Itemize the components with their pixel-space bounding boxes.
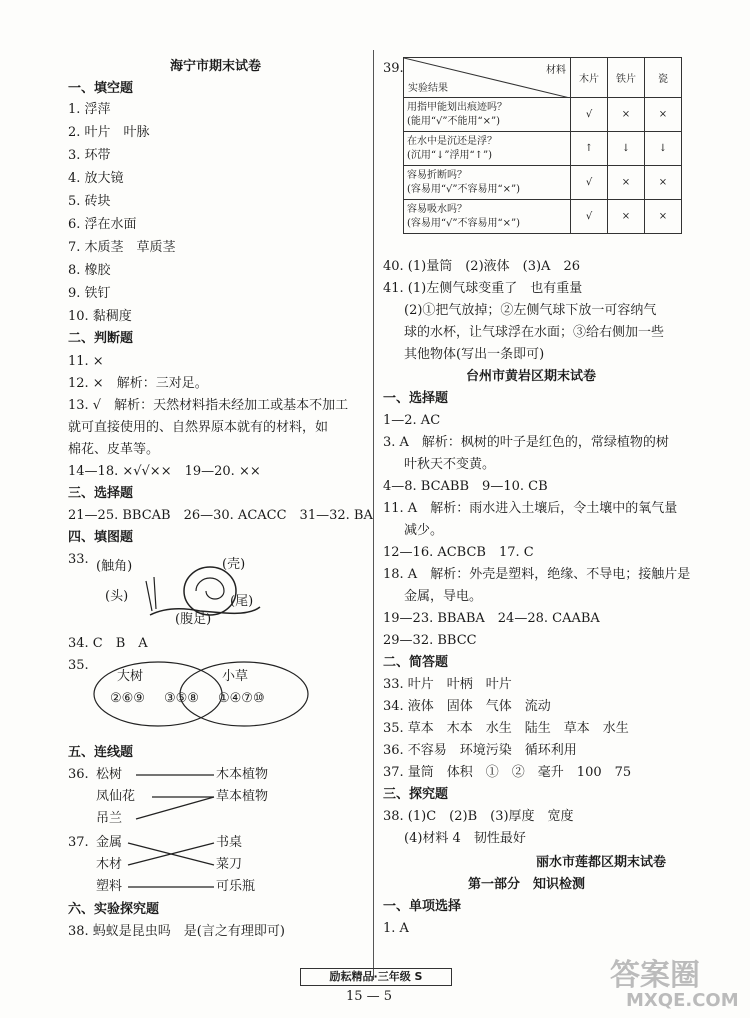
m37-right-1: 书桌 [216, 835, 243, 850]
answer-14-20: 14—18. ×√√×× 19—20. ×× [68, 464, 261, 479]
row-hint: (容易用“√”不容易用“×”) [407, 183, 521, 195]
venn-right-label: 小草 [222, 669, 249, 684]
table-cell: √ [571, 98, 608, 132]
column-divider [373, 50, 374, 980]
b-answer-35: 35. 草本 木本 水生 陆生 草本 水生 [383, 721, 629, 736]
answer-33-label: 33. [68, 552, 89, 567]
snail-label-head: (头) [105, 589, 129, 604]
b-answer-11-line1: 11. A 解析：雨水进入土壤后，令土壤中的氧气量 [383, 501, 678, 516]
watermark-logo: 答案圈 [610, 958, 700, 993]
part-title-knowledge: 第一部分 知识检测 [468, 877, 586, 892]
m36-right-1: 木本植物 [216, 767, 269, 782]
b-answer-36: 36. 不容易 环境污染 循环利用 [383, 743, 577, 758]
section-experiment: 六、实验探究题 [68, 902, 160, 917]
m37-lines [122, 834, 218, 894]
answer-36-label: 36. [68, 767, 89, 782]
table-row [404, 166, 682, 200]
answer-1: 1. 浮萍 [68, 102, 111, 117]
m36-right-2: 草本植物 [216, 789, 269, 804]
m37-left-1: 金属 [96, 835, 123, 850]
venn-both: ③⑤⑧ [164, 691, 199, 706]
b-answer-38-line1: 38. (1)C (2)B (3)厚度 宽度 [383, 809, 574, 824]
table-cell: ↑ [571, 132, 608, 166]
table-corner [404, 58, 571, 98]
col-header-porcelain: 瓷 [645, 58, 682, 98]
answer-4: 4. 放大镜 [68, 171, 124, 186]
footer-brand: 励耘精品·三年级 S [300, 968, 452, 986]
answer-34: 34. C B A [68, 636, 148, 651]
row-hint: (能用“√”不能用“×”) [407, 115, 501, 127]
snail-label-foot: (腹足) [175, 612, 212, 627]
b-answer-4-10: 4—8. BCABB 9—10. CB [383, 479, 548, 494]
answer-6: 6. 浮在水面 [68, 217, 137, 232]
materials-table [403, 57, 682, 234]
section-diagram: 四、填图题 [68, 530, 134, 545]
section-choice-2: 一、选择题 [383, 391, 449, 406]
answer-41-line2: (2)①把气放掉；②左侧气球下放一可容纳气 [404, 303, 657, 318]
m37-right-2: 菜刀 [216, 857, 243, 872]
row-question: 容易吸水吗？ [407, 203, 467, 215]
answer-13-line1: 13. √ 解析：天然材料指未经加工或基本不加工 [68, 398, 349, 413]
answer-5: 5. 砖块 [68, 194, 111, 209]
m36-left-1: 松树 [96, 767, 123, 782]
table-cell: ↓ [645, 132, 682, 166]
table-cell: × [608, 200, 645, 234]
exam-title-haining: 海宁市期末试卷 [170, 59, 262, 74]
venn-right-only: ①④⑦⑩ [218, 691, 265, 706]
b-answer-11-line2: 减少。 [404, 523, 444, 538]
corner-bottom-label: 实验结果 [408, 83, 448, 94]
corner-top-label: 材料 [546, 65, 566, 76]
answer-10: 10. 黏稠度 [68, 309, 132, 324]
m37-right-3: 可乐瓶 [216, 879, 256, 894]
table-row [404, 200, 682, 234]
row-question: 用指甲能划出痕迹吗？ [407, 101, 507, 113]
b-answer-3-line2: 叶秋天不变黄。 [404, 457, 496, 472]
answer-41-line1: 41. (1)左侧气球变重了 也有重量 [383, 281, 583, 296]
b-answer-1-2: 1—2. AC [383, 413, 441, 428]
answer-37-label: 37. [68, 835, 89, 850]
table-cell: × [608, 98, 645, 132]
answer-12: 12. × 解析：三对足。 [68, 376, 208, 391]
b-answer-38-line2: (4)材料 4 韧性最好 [404, 831, 526, 846]
m37-left-2: 木材 [96, 857, 123, 872]
answer-3: 3. 环带 [68, 148, 111, 163]
exam-title-lishui: 丽水市莲都区期末试卷 [536, 855, 667, 870]
section-inquiry: 三、探究题 [383, 787, 449, 802]
snail-label-tentacle: (触角) [96, 559, 133, 574]
row-hint: (沉用“↓”浮用“↑”) [407, 149, 493, 161]
section-matching: 五、连线题 [68, 745, 134, 760]
table-cell: ↓ [608, 132, 645, 166]
table-cell: √ [571, 200, 608, 234]
answer-35-label: 35. [68, 658, 89, 673]
m36-left-3: 吊兰 [96, 811, 123, 826]
c-answer-1: 1. A [383, 921, 409, 936]
b-answer-34: 34. 液体 固体 气体 流动 [383, 699, 551, 714]
section-fill-blank: 一、填空题 [68, 81, 134, 96]
snail-diagram [140, 553, 290, 633]
b-answer-29-32: 29—32. BBCC [383, 633, 477, 648]
answer-13-line2: 就可直接使用的、自然界原本就有的材料，如 [68, 420, 329, 435]
snail-label-tail: (尾) [230, 594, 254, 609]
m37-left-3: 塑料 [96, 879, 123, 894]
b-answer-33: 33. 叶片 叶柄 叶片 [383, 677, 512, 692]
exam-title-taizhou: 台州市黄岩区期末试卷 [466, 369, 597, 384]
answer-2: 2. 叶片 叶脉 [68, 125, 150, 140]
table-row [404, 98, 682, 132]
table-cell: × [645, 200, 682, 234]
section-judgment: 二、判断题 [68, 331, 134, 346]
table-cell: × [645, 98, 682, 132]
row-question: 在水中是沉还是浮？ [407, 135, 497, 147]
venn-left-label: 大树 [117, 669, 144, 684]
table-cell: × [608, 166, 645, 200]
section-single-choice: 一、单项选择 [383, 899, 462, 914]
answer-40: 40. (1)量筒 (2)液体 (3)A 26 [383, 259, 580, 274]
section-choice: 三、选择题 [68, 486, 134, 501]
b-answer-3-line1: 3. A 解析：枫树的叶子是红色的，常绿植物的树 [383, 435, 669, 450]
answer-8: 8. 橡胶 [68, 263, 111, 278]
answer-11: 11. × [68, 354, 104, 369]
answer-38: 38. 蚂蚁是昆虫吗 是(言之有理即可) [68, 924, 285, 939]
col-header-iron: 铁片 [608, 58, 645, 98]
b-answer-18-line2: 金属，导电。 [404, 589, 483, 604]
answer-7: 7. 木质茎 草质茎 [68, 240, 176, 255]
m36-lines [130, 766, 220, 826]
b-answer-12-17: 12—16. ACBCB 17. C [383, 545, 534, 560]
row-question: 容易折断吗？ [407, 169, 467, 181]
b-answer-18-line1: 18. A 解析：外壳是塑料，绝缘、不导电；接触片是 [383, 567, 691, 582]
b-answer-37: 37. 量筒 体积 ① ② 毫升 100 75 [383, 765, 632, 780]
venn-left-only: ②⑥⑨ [110, 691, 145, 706]
answer-9: 9. 铁钉 [68, 286, 111, 301]
page-number: 15 — 5 [346, 989, 393, 1004]
row-hint: (容易用“√”不容易用“×”) [407, 217, 521, 229]
snail-label-shell: (壳) [222, 557, 246, 572]
answer-13-line3: 棉花、皮革等。 [68, 442, 160, 457]
answer-39-label: 39. [383, 61, 404, 76]
b-answer-19-28: 19—23. BBABA 24—28. CAABA [383, 611, 600, 626]
table-cell: × [645, 166, 682, 200]
col-header-wood: 木片 [571, 58, 608, 98]
table-row [404, 132, 682, 166]
m36-left-2: 凤仙花 [96, 789, 136, 804]
answer-21-32: 21—25. BBCAB 26—30. ACACC 31—32. BA [68, 508, 373, 523]
watermark-url: MXQE.COM [626, 990, 739, 1011]
answer-41-line3: 球的水杯，让气球浮在水面；③给右侧加一些 [404, 325, 665, 340]
section-short-answer: 二、简答题 [383, 655, 449, 670]
table-cell: √ [571, 166, 608, 200]
answer-41-line4: 其他物体(写出一条即可) [404, 347, 545, 362]
